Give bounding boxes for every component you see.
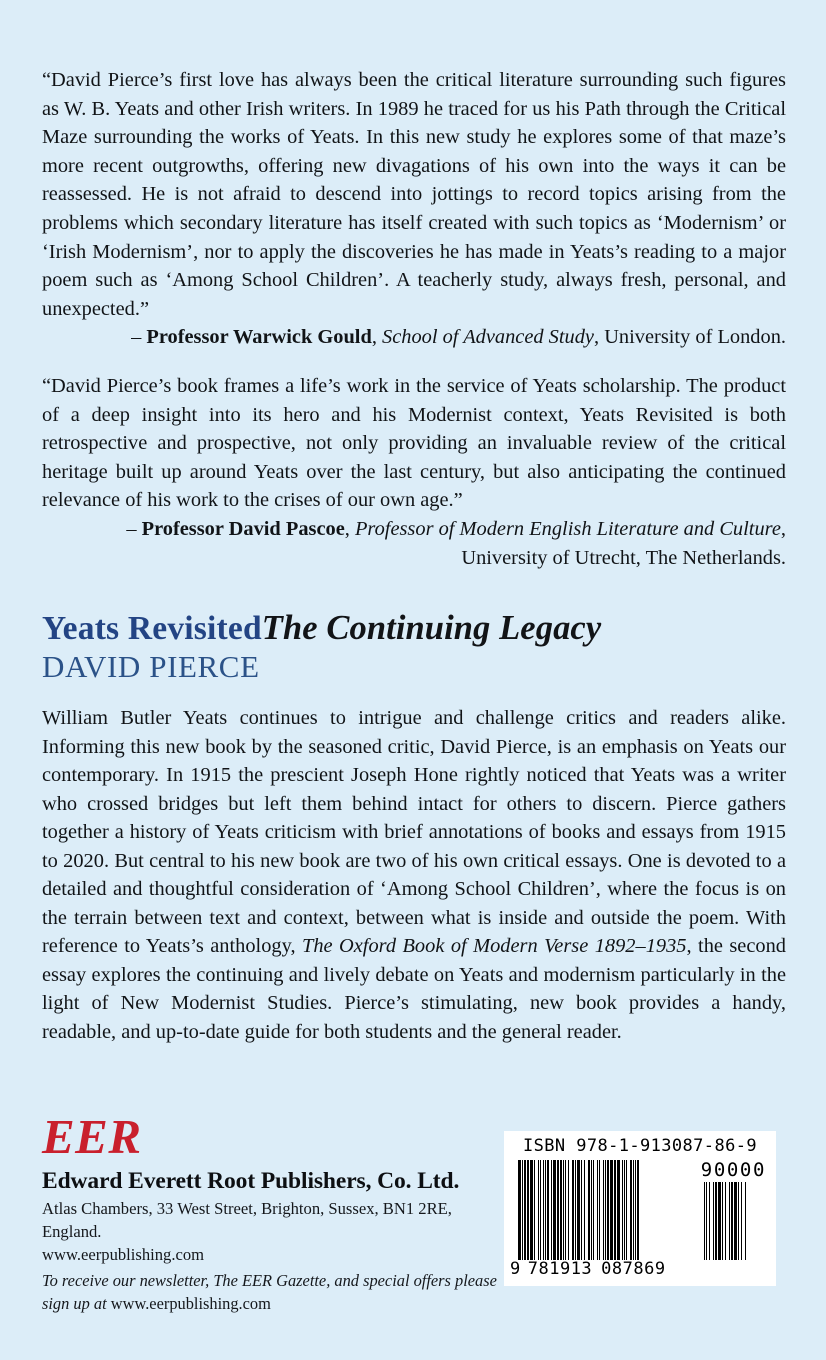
book-description [42, 704, 786, 1046]
attribution-dash-1: – [131, 326, 147, 349]
endorsement-attribution-2: – Professor David Pascoe, Professor of Modern English Literature and Culture, University of Utrecht, The Netherlands. [126, 517, 786, 569]
attribution-role-2: Professor of Modern English Literature and Culture [354, 517, 781, 540]
barcode-digit-group-2: 087869 [601, 1259, 666, 1279]
newsletter-italic-text: To receive our newsletter, The EER Gazette, and special offers please sign up at [42, 1270, 497, 1314]
title-block [42, 610, 786, 684]
endorsement-quote-2 [42, 372, 786, 515]
attribution-dash-2: – [126, 517, 142, 540]
quote-1-text: “David Pierce’s first love has always been the critical literature surrounding such figures as W. B. Yeats and other Irish writers. In 1989 he traced for us his Path through the Critical Maze surrounding the works of Yeats. In this new study he explores some of that maze’s more recent outgrowths, offering new divagations of his own into the ways it can be reassessed. He is not afraid to descend into jottings to record topics arising from the problems which secondary literature has itself created with such topics as ‘Modernism’ or ‘Irish Modernism’, nor to apply the discoveries he has made in Yeats’s reading to a major poem such as ‘Among School Children’. A teacherly study, always fresh, personal, and unexpected.” [42, 69, 786, 320]
description-part-2: , the second essay explores the continuing and lively debate on Yeats and modernism particularly in the light of New Modernist Studies. Pierce’s stimulating, new book provides a handy, readable, and up-to-date guide for both students and the general reader. [42, 935, 786, 1043]
book-author: DAVID PIERCE [42, 648, 260, 684]
barcode-addon-value: 90000 [700, 1159, 766, 1181]
description-cited-work: The Oxford Book of Modern Verse 1892–1935 [302, 935, 687, 958]
publisher-newsletter-note [42, 1269, 502, 1316]
endorsement-quote-1 [42, 66, 786, 323]
publisher-block [42, 1109, 502, 1316]
barcode-addon-bars [704, 1182, 766, 1260]
barcode-digit-group-1: 781913 [527, 1259, 593, 1279]
book-title-line [42, 610, 786, 647]
endorsement-attribution-1: – Professor Warwick Gould, School of Advanced Study, University of London. [131, 326, 786, 349]
book-subtitle: The Continuing Legacy [261, 609, 602, 648]
attribution-tail-2: , University of Utrecht, The Netherlands. [461, 517, 786, 569]
isbn-barcode [504, 1131, 776, 1286]
eer-logo: EER [42, 1109, 142, 1164]
barcode-digit-lead: 9 [510, 1259, 521, 1279]
barcode-main-bars [518, 1160, 693, 1260]
attribution-role-1: School of Advanced Study [382, 326, 594, 349]
attribution-name-2: Professor David Pascoe [141, 517, 345, 540]
cover-content [42, 0, 786, 1067]
description-part-1: William Butler Yeats continues to intrigue and challenge critics and readers alike. Informing this new book by the seasoned critic, David Pierce, is an emphasis on Yeats our contemporary. In 1915 the prescient Joseph Hone rightly noticed that Yeats was a writer who crossed bridges but left them behind intact for others to discern. Pierce gathers together a history of Yeats criticism with brief annotations of books and essays from 1915 to 2020. But central to his new book are two of his own critical essays. One is devoted to a detailed and thoughtful consideration of ‘Among School Children’, where the focus is on the terrain between text and context, between what is inside and outside the poem. With reference to Yeats’s anthology, [42, 707, 786, 958]
barcode-digits [510, 1259, 700, 1279]
publisher-address: Atlas Chambers, 33 West Street, Brighton, Sussex, BN1 2RE, England. [42, 1199, 452, 1242]
barcode-inner [504, 1131, 776, 1286]
attribution-name-1: Professor Warwick Gould [146, 326, 372, 349]
newsletter-website[interactable]: www.eerpublishing.com [110, 1294, 271, 1314]
book-title: Yeats Revisited [42, 610, 262, 648]
publisher-website[interactable]: www.eerpublishing.com [42, 1245, 205, 1265]
isbn-label: ISBN 978-1-913087-86-9 [523, 1136, 757, 1156]
attribution-tail-1: , University of London. [594, 326, 786, 349]
publisher-name: Edward Everett Root Publishers, Co. Ltd. [42, 1168, 460, 1194]
quote-2-text: “David Pierce’s book frames a life’s work in the service of Yeats scholarship. The product of a deep insight into its hero and his Modernist context, Yeats Revisited is both retrospective and prospective, not only providing an invaluable review of the critical heritage built up around Yeats over the last century, but also anticipating the continued relevance of his work to the crises of our own age.” [42, 374, 786, 512]
